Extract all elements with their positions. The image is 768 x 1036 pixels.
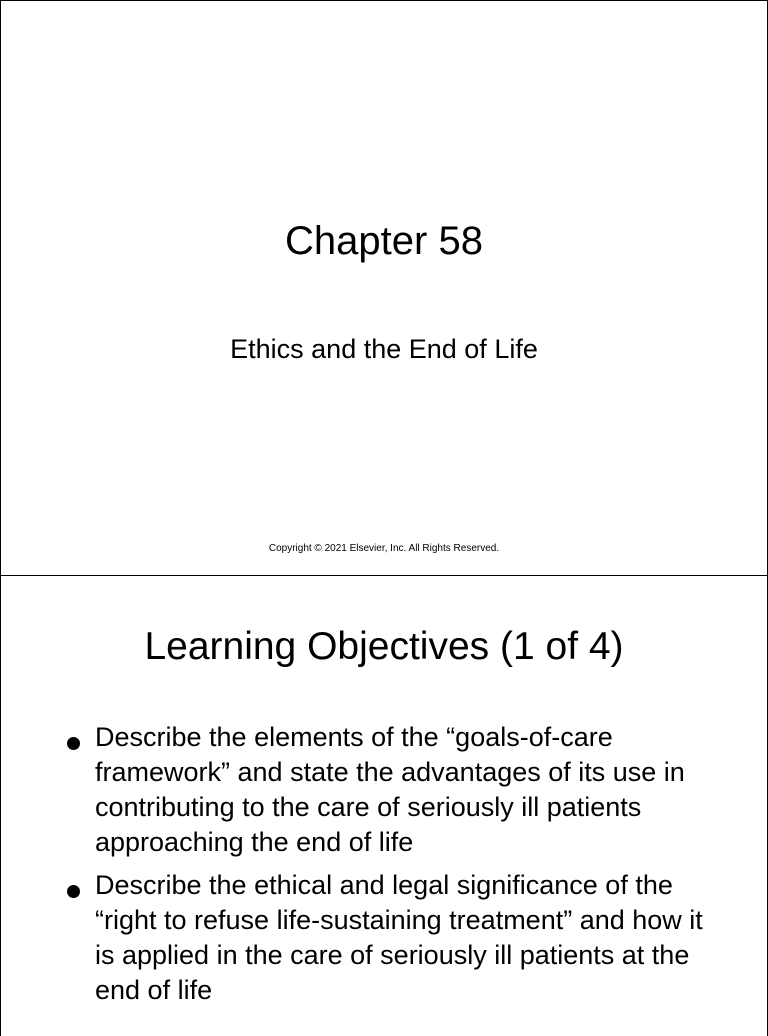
- learning-objectives-slide: [0, 575, 768, 1036]
- list-item-text: Describe the ethical and legal significance of the “right to refuse life-sustaining treatment” and how it is applied in the care of seriously ill patients at the end of life: [95, 870, 703, 1005]
- slide-title: Learning Objectives (1 of 4): [144, 625, 624, 668]
- list-item: [63, 720, 723, 860]
- list-item-text: Describe the elements of the “goals-of-care framework” and state the advantages of its use in contributing to the care of seriously ill patients approaching the end of life: [95, 722, 685, 857]
- copyright-notice: Copyright © 2021 Elsevier, Inc. All Rights Reserved.: [268, 543, 500, 554]
- bullet-icon: [67, 885, 80, 898]
- objectives-list: [63, 720, 723, 1016]
- bullet-icon: [67, 737, 80, 750]
- chapter-subtitle: Ethics and the End of Life: [230, 334, 538, 364]
- chapter-title: Chapter 58: [285, 219, 483, 263]
- list-item: [63, 868, 723, 1008]
